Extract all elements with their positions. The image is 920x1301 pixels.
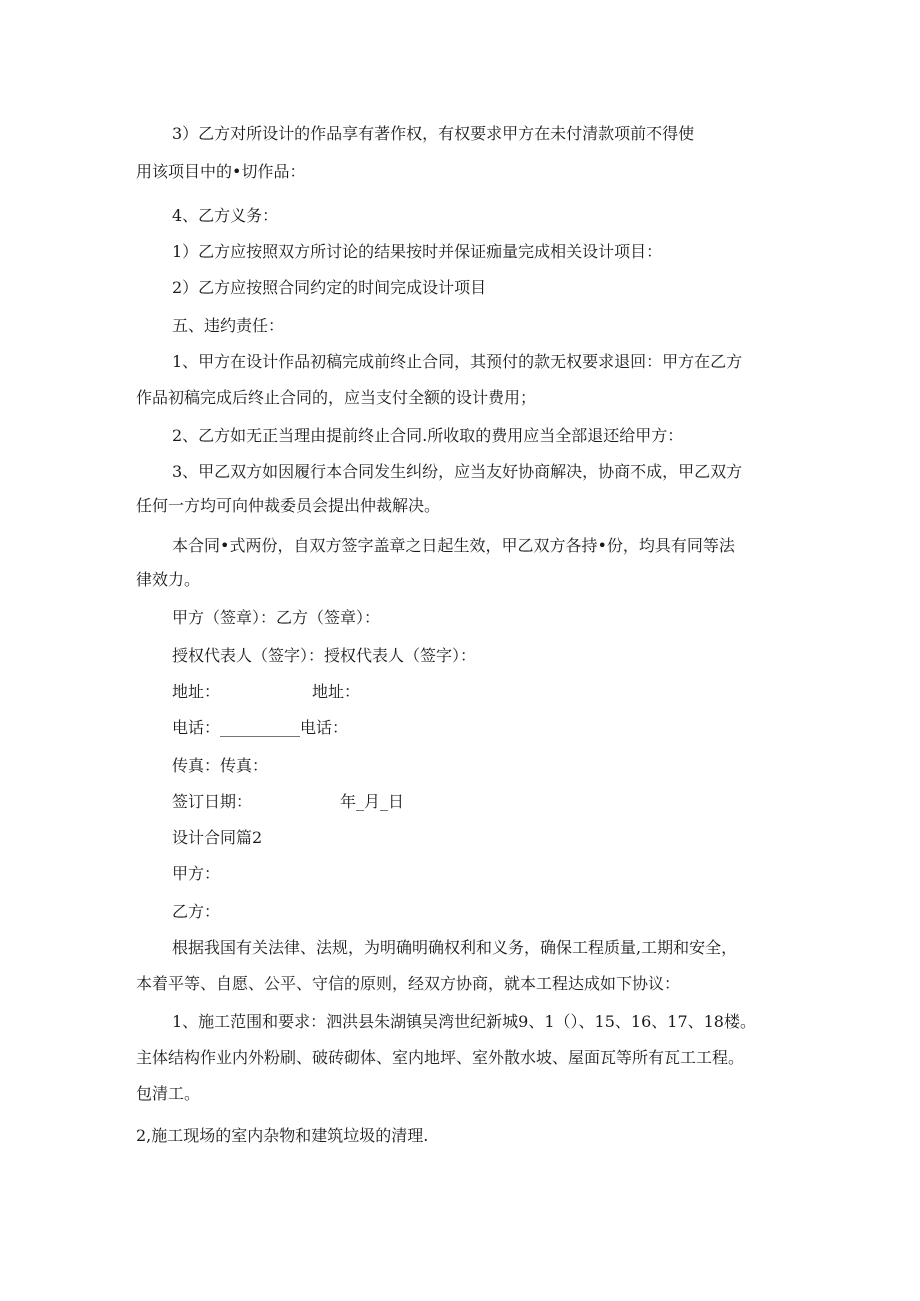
- text-line: 包清工。: [136, 1084, 201, 1103]
- signature-line: 授权代表人（签字）：授权代表人（签字）：: [172, 646, 477, 665]
- text-line: 2、乙方如无正当理由提前终止合同.所收取的费用应当全部退还给甲方：: [172, 426, 684, 445]
- text-line: 1）乙方应按照双方所讨论的结果按时并保证痂量完成相关设计项目：: [172, 242, 663, 261]
- address-label-a: 地址：: [172, 682, 221, 701]
- text-line: 2,施工现场的室内杂物和建筑垃圾的清理.: [136, 1126, 429, 1145]
- fax-line: 传真：传真：: [172, 756, 269, 775]
- text-line: 本合同•式两份，自双方签字盖章之日起生效，甲乙双方各持•份，均具有同等法: [172, 536, 735, 555]
- text-line: 3）乙方对所设计的作品享有著作权，有权要求甲方在未付清款项前不得使: [172, 124, 695, 143]
- text-line: 1、甲方在设计作品初稿完成前终止合同，其预付的款无权要求退回：甲方在乙方: [172, 352, 743, 371]
- text-line: 本着平等、自愿、公平、守信的原则，经双方协商，就本工程达成如下协议：: [136, 974, 681, 993]
- contract-title: 设计合同篇2: [172, 828, 263, 847]
- address-label-b: 地址：: [312, 682, 361, 701]
- party-a-line: 甲方：: [172, 864, 221, 883]
- text-line: 主体结构作业内外粉刷、破砖砌体、室内地坪、室外散水坡、屋面瓦等所有瓦工工程。: [136, 1048, 745, 1067]
- text-line: 律效力。: [136, 570, 201, 589]
- text-line: 2）乙方应按照合同约定的时间完成设计项目: [172, 278, 487, 297]
- text-line: 1、施工范围和要求：泗洪县朱湖镇吴湾世纪新城9、1（）、15、16、17、18楼。: [172, 1012, 756, 1031]
- text-line: 作品初稿完成后终止合同的，应当支付全额的设计费用；: [136, 388, 537, 407]
- text-line: 用该项目中的•切作品：: [136, 162, 306, 181]
- signature-line: 甲方（签章）：乙方（签章）：: [172, 608, 381, 627]
- phone-line: 电话：__________电话：: [172, 718, 349, 737]
- section-heading: 五、违约责任：: [172, 316, 285, 335]
- text-line: 任何一方均可向仲裁委员会提出仲裁解决。: [136, 496, 441, 515]
- text-line: 3、甲乙双方如因履行本合同发生纠纷，应当友好协商解决，协商不成，甲乙双方: [172, 462, 743, 481]
- text-line: 根据我国有关法律、法规，为明确明确权利和义务，确保工程质量,工期和安全，: [172, 938, 738, 957]
- text-line: 4、乙方义务：: [172, 206, 279, 225]
- party-b-line: 乙方：: [172, 902, 221, 921]
- date-label: 签订日期：: [172, 792, 253, 811]
- date-value: 年_月_日: [340, 792, 405, 811]
